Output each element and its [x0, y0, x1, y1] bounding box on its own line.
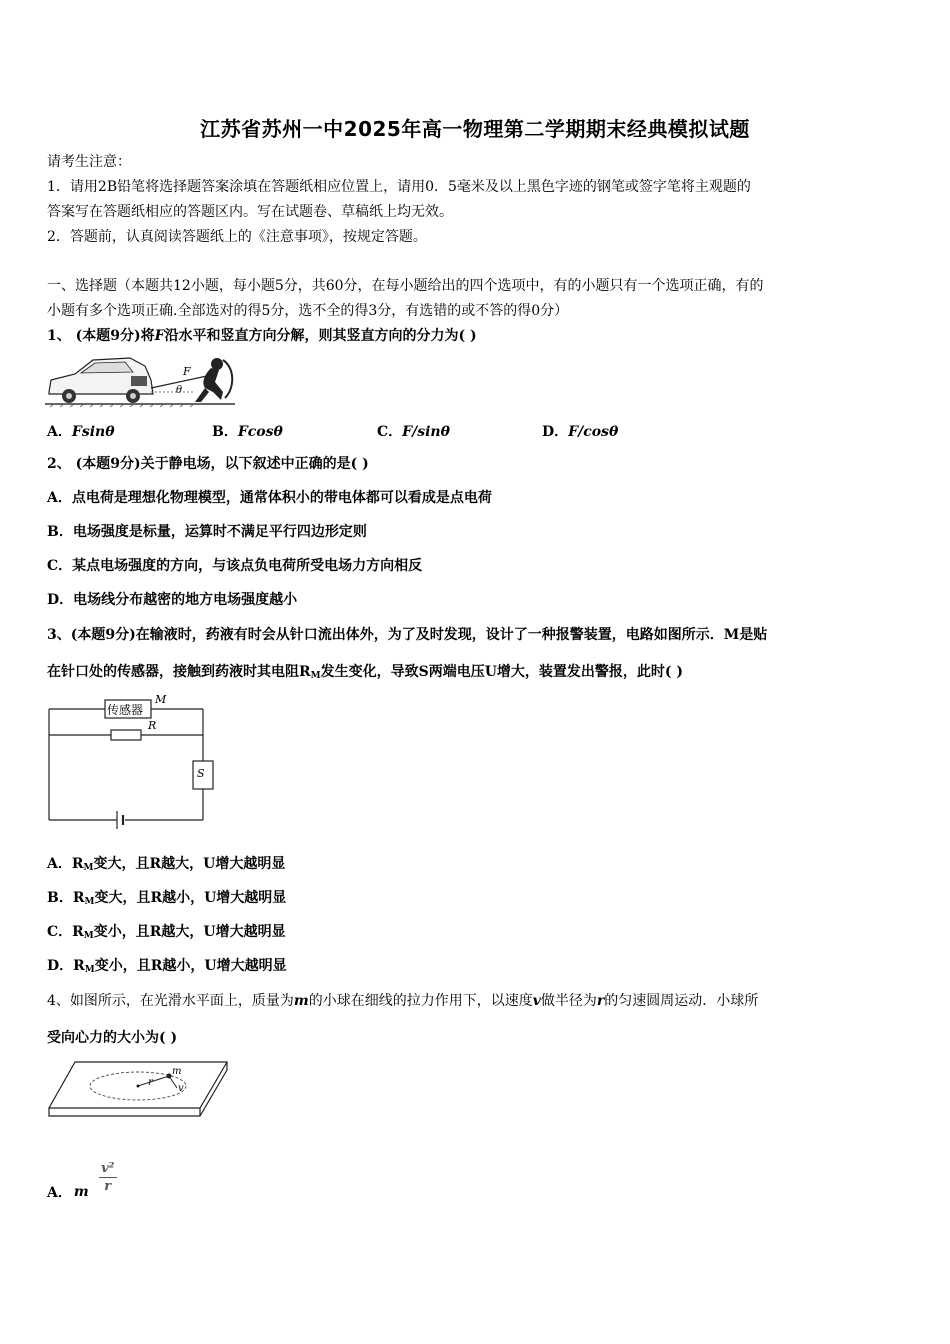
q4-fig-v-label: v	[178, 1083, 184, 1094]
q1-option-b: B．Fcosθ	[212, 424, 283, 440]
q1-car-figure	[45, 352, 235, 410]
notice-line-2: 2．答题前，认真阅读答题纸上的《注意事项》，按规定答题。	[47, 229, 427, 245]
q4-stem-line-1: 4、如图所示，在光滑水平面上，质量为m的小球在细线的拉力作用下，以速度v做半径为r的匀速圆周运动．小球所	[47, 993, 759, 1009]
q4-option-a-fraction: $\frac{\text{v²}}{r}$	[99, 1161, 117, 1194]
car-grille	[131, 376, 147, 386]
q4-stem-line-2: 受向心力的大小为( )	[47, 1030, 178, 1046]
q3-option-a: A．$R_M$变大，且R越大，U增大越明显	[47, 856, 286, 873]
q4-fig-m-label: m	[172, 1066, 182, 1077]
q2-stem: 2、 (本题9分)关于静电场，以下叙述中正确的是( )	[47, 456, 369, 472]
q3-stem-line-2: 在针口处的传感器，接触到药液时其电阻$R_M$发生变化，导致S两端电压U增大，装置发出警报，此时( )	[47, 664, 684, 681]
q3-option-b: B．$R_M$变大，且R越小，U增大越明显	[47, 890, 287, 907]
resistor-r	[111, 730, 141, 740]
section-heading-cont: 小题有多个选项正确.全部选对的得5分，选不全的得3分，有选错的或不答的得0分）	[47, 303, 569, 319]
q1-option-d: D．F/cosθ	[542, 424, 619, 440]
q1-option-c: C．F/sinθ	[377, 424, 450, 440]
q2-option-d: D．电场线分布越密的地方电场强度越小	[47, 592, 298, 608]
q4-plane-figure	[45, 1058, 230, 1122]
page-title: 江苏省苏州一中2025年高一物理第二学期期末经典模拟试题	[200, 117, 750, 141]
person-head	[211, 358, 223, 370]
q3-option-c: C．$R_M$变小，且R越大，U增大越明显	[47, 924, 286, 941]
center-point	[137, 1085, 140, 1088]
notice-heading: 请考生注意：	[47, 154, 131, 170]
q2-option-a: A．点电荷是理想化物理模型，通常体积小的带电体都可以看成是点电荷	[47, 490, 492, 506]
section-heading: 一、选择题（本题共12小题，每小题5分，共60分，在每小题给出的四个选项中，有的小题只有一个选项正确，有的	[47, 278, 764, 294]
q3-stem-line-1: 3、(本题9分)在输液时，药液有时会从针口流出体外，为了及时发现，设计了一种报警装置，电路如图所示．M是贴	[47, 627, 768, 643]
q3-fig-sensor-label: 传感器	[107, 703, 144, 717]
q4-option-a: A． m $\frac{\text{v²}}{r}$	[47, 1152, 117, 1202]
q1-stem: 1、 (本题9分)将F沿水平和竖直方向分解，则其竖直方向的分力为( )	[47, 328, 477, 344]
q2-option-c: C．某点电场强度的方向，与该点负电荷所受电场力方向相反	[47, 558, 423, 574]
notice-line-1: 1．请用2B铅笔将选择题答案涂填在答题纸相应位置上，请用0．5毫米及以上黑色字迹的钢笔或签字笔将主观题的	[47, 179, 751, 195]
q2-option-b: B．电场强度是标量，运算时不满足平行四边形定则	[47, 524, 367, 540]
q3-fig-s-label: S	[197, 767, 205, 780]
q3-option-d: D．$R_M$变小，且R越小，U增大越明显	[47, 958, 287, 975]
q3-fig-r-label: R	[148, 719, 157, 732]
notice-line-1-cont: 答案写在答题纸相应的答题区内。写在试题卷、草稿纸上均无效。	[47, 204, 453, 220]
q3-fig-m-label: M	[155, 693, 167, 706]
q1-fig-label-f: F	[183, 365, 191, 378]
q1-option-a: A．Fsinθ	[47, 424, 115, 440]
q1-fig-label-theta: θ	[176, 385, 183, 396]
q4-fig-r-label: r	[148, 1077, 153, 1088]
